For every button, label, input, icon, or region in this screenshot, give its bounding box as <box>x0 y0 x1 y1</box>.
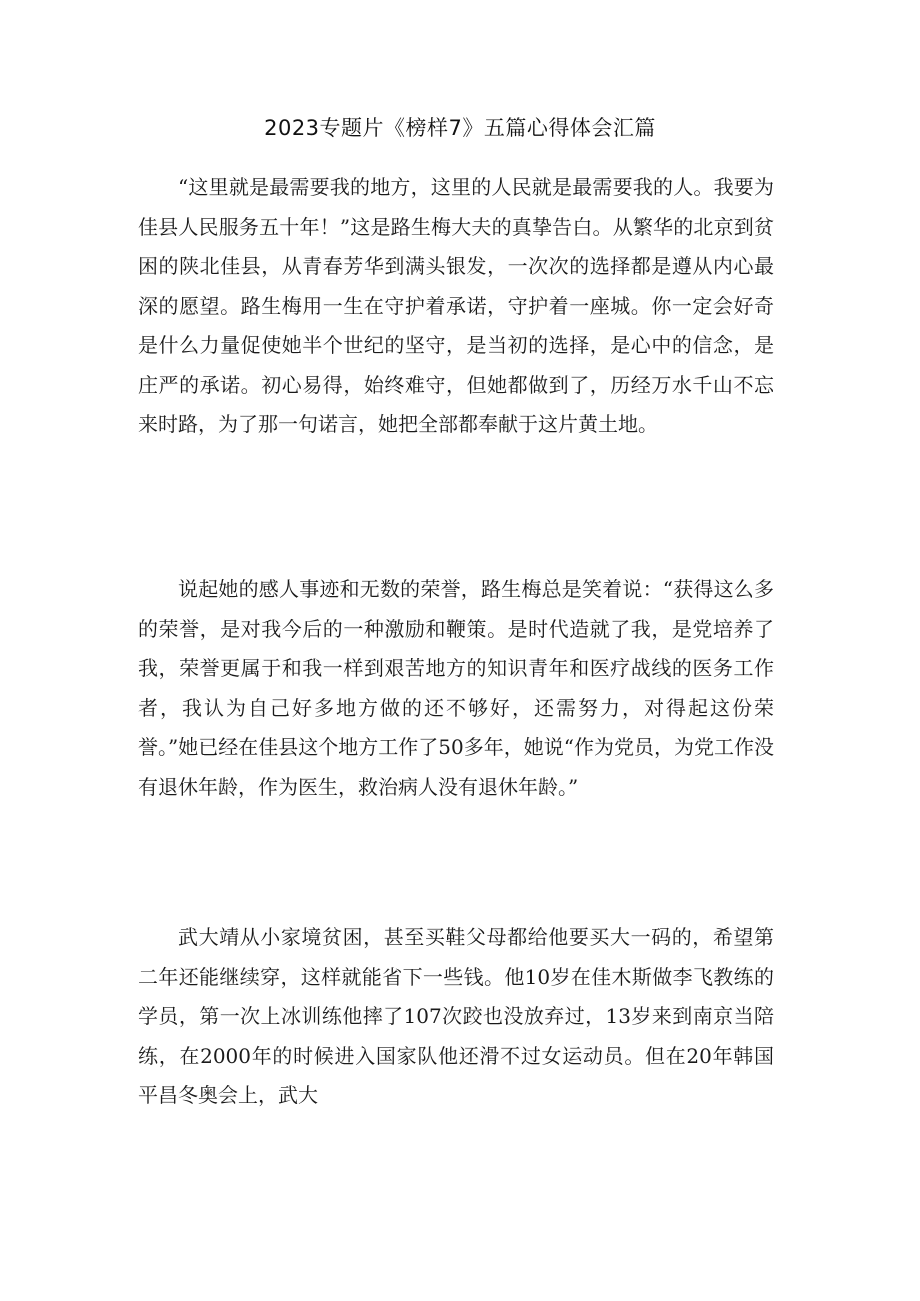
paragraph-lu-shengmei-honors: 说起她的感人事迹和无数的荣誉，路生梅总是笑着说：“获得这么多的荣誉，是对我今后的一种激励和鞭策。是时代造就了我，是党培养了我，荣誉更属于和我一样到艰苦地方的知识青年和医疗战线的医务工作者，我认为自己好多地方做的还不够好，还需努力，对得起这份荣誉。”她已经在佳县这个地方工作了50多年，她说“作为党员，为党工作没有退休年龄，作为医生，救治病人没有退休年龄。” <box>138 577 774 799</box>
paragraph-lu-shengmei-promise: “这里就是最需要我的地方，这里的人民就是最需要我的人。我要为佳县人民服务五十年！”这是路生梅大夫的真挚告白。从繁华的北京到贫困的陕北佳县，从青春芳华到满头银发，一次次的选择都是遵从内心最深的愿望。路生梅用一生在守护着承诺，守护着一座城。你一定会好奇是什么力量促使她半个世纪的坚守，是当初的选择，是心中的信念，是庄严的承诺。初心易得，始终难守，但她都做到了，历经万水千山不忘来时路，为了那一句诺言，她把全部都奉献于这片黄土地。 <box>138 175 774 436</box>
document-title: 2023专题片《榜样7》五篇心得体会汇篇 <box>264 116 656 140</box>
paragraph-wu-dajing: 武大靖从小家境贫困，甚至买鞋父母都给他要买大一码的，希望第二年还能继续穿，这样就能省下一些钱。他10岁在佳木斯做李飞教练的学员，第一次上冰训练他摔了107次跤也没放弃过，13岁来到南京当陪练，在2000年的时候进入国家队他还滑不过女运动员。但在20年韩国平昌冬奥会上，武大 <box>138 925 774 1107</box>
